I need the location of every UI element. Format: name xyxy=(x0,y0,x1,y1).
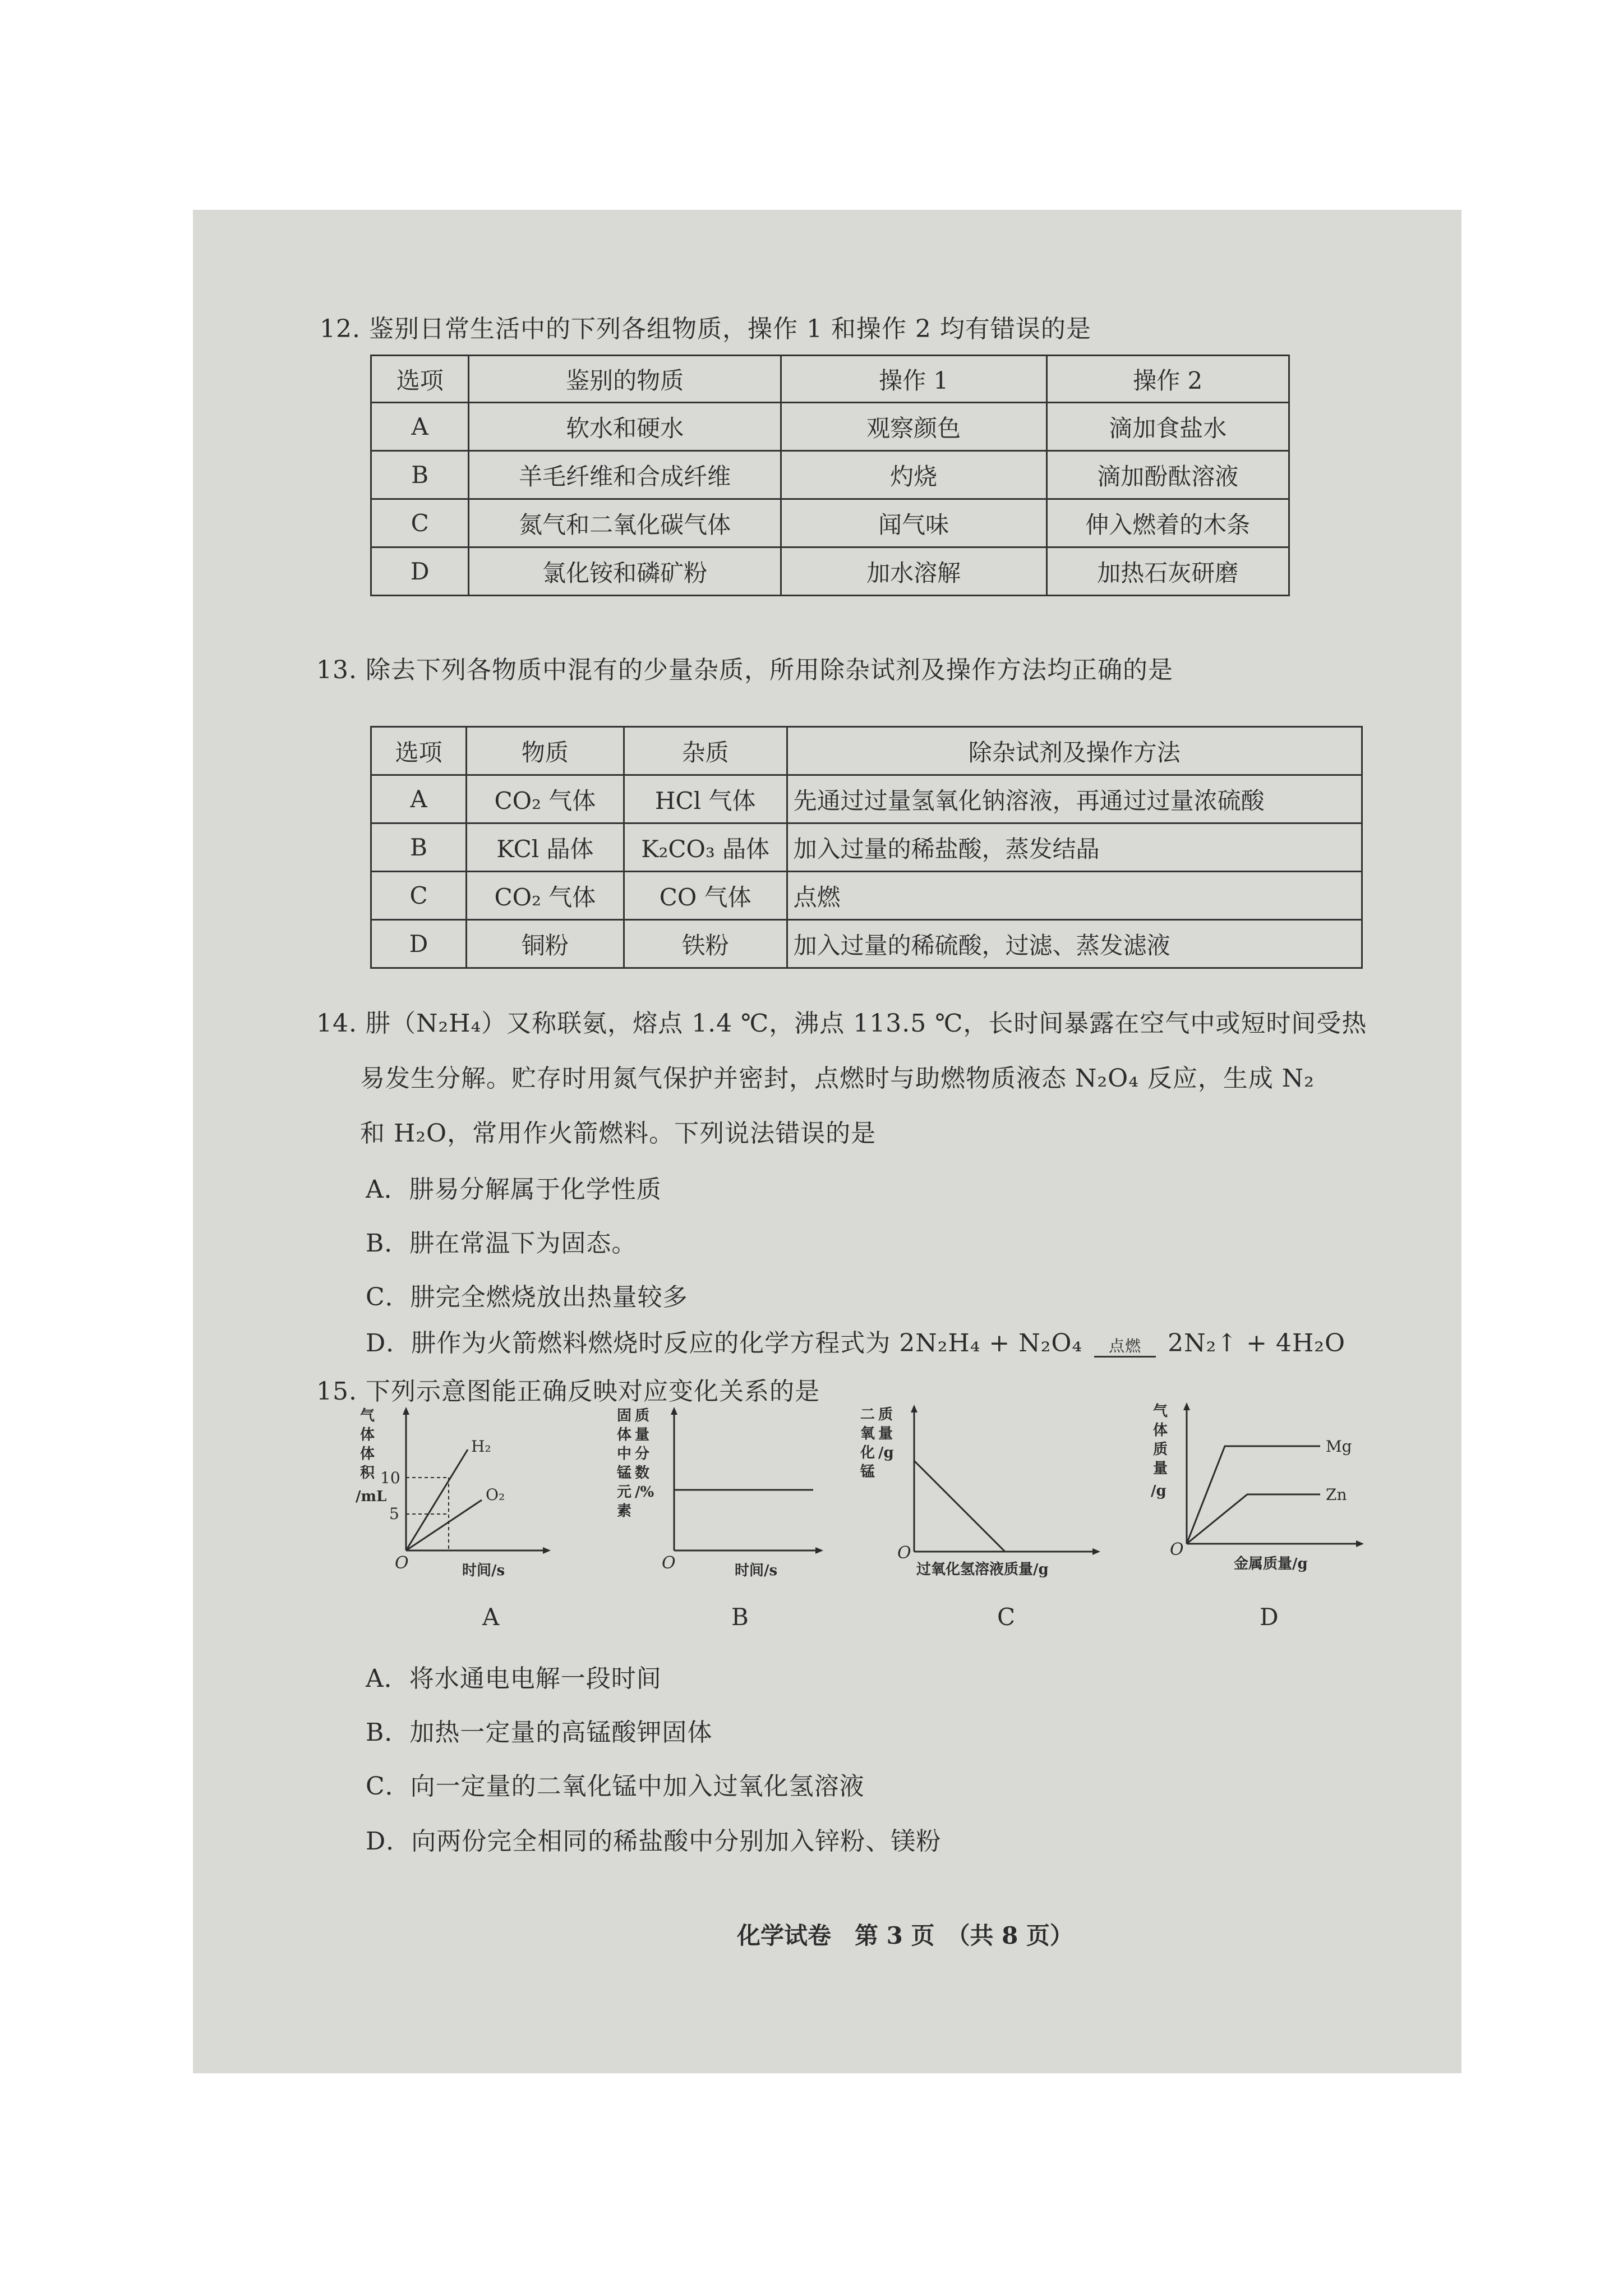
table-cell: 点燃 xyxy=(787,872,1362,920)
table-cell: B xyxy=(371,823,467,872)
table-cell: 软水和硬水 xyxy=(469,403,781,451)
table-cell: 滴加食盐水 xyxy=(1046,403,1289,451)
graph-b-ylabel: 元 xyxy=(617,1484,632,1501)
q14-option-d-text: D．肼作为火箭燃料燃烧时反应的化学方程式为 2N₂H₄ + N₂O₄ xyxy=(366,1329,1083,1358)
graph-c-ylabel: 二 xyxy=(860,1406,875,1423)
table-cell: HCl 气体 xyxy=(624,775,787,823)
graph-b-ylabel: 分 xyxy=(635,1446,650,1462)
graph-b-ylabel: 素 xyxy=(617,1503,632,1520)
table-cell: 铜粉 xyxy=(467,920,624,968)
q13-table xyxy=(370,726,1363,969)
origin-label: O xyxy=(1170,1540,1184,1559)
graph-d-ylabel: 体 xyxy=(1153,1422,1168,1439)
graph-c-ylabel: 量 xyxy=(878,1425,893,1442)
x-arrow xyxy=(543,1547,551,1554)
x-axis-label: 过氧化氢溶液质量/g xyxy=(916,1561,1049,1578)
graph-a-ylabel: /mL xyxy=(356,1488,387,1505)
origin-label: O xyxy=(395,1553,409,1573)
graph-c-ylabel: /g xyxy=(878,1444,894,1461)
x-axis-label: 时间/s xyxy=(735,1562,778,1579)
graph-a-ylabel: 积 xyxy=(360,1465,375,1481)
q14-option-d xyxy=(366,1323,1345,1359)
table-cell: CO 气体 xyxy=(624,872,787,920)
exam-page xyxy=(193,210,1461,2073)
origin-label: O xyxy=(897,1543,911,1563)
table-cell: 滴加酚酞溶液 xyxy=(1046,451,1289,499)
graph-a-letter: A xyxy=(482,1603,500,1631)
table-header-cell: 操作 1 xyxy=(781,356,1046,403)
table-header-cell: 选项 xyxy=(371,727,467,775)
graph-d-ylabel: /g xyxy=(1151,1483,1166,1499)
table-row xyxy=(371,775,1362,823)
tick-label: 10 xyxy=(380,1469,400,1487)
graph-d-ylabel: 气 xyxy=(1153,1403,1168,1420)
graph-c-ylabel: 化 xyxy=(860,1444,875,1461)
q15-option-d: D．向两份完全相同的稀盐酸中分别加入锌粉、镁粉 xyxy=(366,1827,942,1856)
graph-b xyxy=(617,1405,830,1595)
table-cell: 伸入燃着的木条 xyxy=(1046,499,1289,547)
table-header-cell: 操作 2 xyxy=(1046,356,1289,403)
graph-b-ylabel: 质 xyxy=(635,1407,650,1424)
graph-c-ylabel: 质 xyxy=(878,1406,893,1423)
o2-line xyxy=(406,1500,482,1550)
table-row xyxy=(371,920,1362,968)
graph-b-ylabel: /% xyxy=(635,1484,654,1501)
table-cell: 观察颜色 xyxy=(781,403,1046,451)
table-cell: A xyxy=(371,775,467,823)
table-cell: D xyxy=(371,920,467,968)
x-arrow xyxy=(815,1547,823,1554)
table-cell: 氯化铵和磷矿粉 xyxy=(469,547,781,596)
table-header-cell: 鉴别的物质 xyxy=(469,356,781,403)
equals-bar xyxy=(1094,1356,1156,1358)
series-label: O₂ xyxy=(486,1485,505,1504)
series-label: H₂ xyxy=(471,1437,491,1456)
table-row xyxy=(371,403,1289,451)
zn-line xyxy=(1187,1494,1320,1544)
table-cell: 加热石灰研磨 xyxy=(1046,547,1289,596)
q14-option-b: B．肼在常温下为固态。 xyxy=(366,1229,637,1258)
reaction-arrow xyxy=(1094,1338,1156,1358)
table-cell: C xyxy=(371,872,467,920)
graph-a xyxy=(356,1405,557,1595)
table-cell: 加入过量的稀盐酸，蒸发结晶 xyxy=(787,823,1362,872)
y-arrow xyxy=(403,1407,409,1415)
data-line xyxy=(914,1461,1005,1552)
x-arrow xyxy=(1356,1540,1364,1547)
series-label: Zn xyxy=(1326,1485,1347,1504)
table-cell: KCl 晶体 xyxy=(467,823,624,872)
table-header-cell: 物质 xyxy=(467,727,624,775)
graph-b-letter: B xyxy=(731,1603,749,1631)
graph-b-ylabel: 量 xyxy=(635,1427,650,1443)
graph-c-letter: C xyxy=(997,1603,1016,1631)
table-cell: 闻气味 xyxy=(781,499,1046,547)
graph-b-ylabel: 数 xyxy=(635,1465,650,1481)
graph-d xyxy=(1135,1396,1382,1592)
q15-title: 15. 下列示意图能正确反映对应变化关系的是 xyxy=(316,1377,820,1406)
graph-a-ylabel: 体 xyxy=(360,1427,375,1443)
table-cell: 加水溶解 xyxy=(781,547,1046,596)
table-cell: 铁粉 xyxy=(624,920,787,968)
table-header-cell: 选项 xyxy=(371,356,469,403)
graph-c-ylabel: 锰 xyxy=(860,1464,875,1480)
table-header-row xyxy=(371,727,1362,775)
graph-c xyxy=(860,1399,1107,1595)
table-header-cell: 杂质 xyxy=(624,727,787,775)
q14-line3: 和 H₂O，常用作火箭燃料。下列说法错误的是 xyxy=(360,1119,877,1148)
q13-title: 13. 除去下列各物质中混有的少量杂质，所用除杂试剂及操作方法均正确的是 xyxy=(316,656,1173,684)
x-axis-label: 金属质量/g xyxy=(1234,1556,1308,1572)
table-cell: 先通过过量氢氧化钠溶液，再通过过量浓硫酸 xyxy=(787,775,1362,823)
table-cell: 加入过量的稀硫酸，过滤、蒸发滤液 xyxy=(787,920,1362,968)
table-cell: K₂CO₃ 晶体 xyxy=(624,823,787,872)
q12-title: 12. 鉴别日常生活中的下列各组物质，操作 1 和操作 2 均有错误的是 xyxy=(320,315,1091,343)
table-cell: D xyxy=(371,547,469,596)
graph-a-ylabel: 体 xyxy=(360,1446,375,1462)
q14-option-a: A．肼易分解属于化学性质 xyxy=(366,1175,662,1204)
graph-d-ylabel: 质 xyxy=(1153,1441,1168,1458)
origin-label: O xyxy=(662,1553,676,1573)
y-arrow xyxy=(911,1405,917,1412)
graph-b-ylabel: 体 xyxy=(617,1427,632,1443)
table-cell: CO₂ 气体 xyxy=(467,775,624,823)
y-arrow xyxy=(671,1407,677,1415)
table-cell: CO₂ 气体 xyxy=(467,872,624,920)
table-header-cell: 除杂试剂及操作方法 xyxy=(787,727,1362,775)
table-row xyxy=(371,823,1362,872)
series-label: Mg xyxy=(1326,1437,1352,1456)
q15-option-c: C．向一定量的二氧化锰中加入过氧化氢溶液 xyxy=(366,1772,865,1801)
graph-c-ylabel: 氧 xyxy=(860,1425,875,1442)
q14-option-d-products: 2N₂↑ + 4H₂O xyxy=(1168,1329,1346,1358)
graph-b-ylabel: 锰 xyxy=(617,1465,632,1481)
q15-option-b: B．加热一定量的高锰酸钾固体 xyxy=(366,1718,713,1747)
table-cell: 羊毛纤维和合成纤维 xyxy=(469,451,781,499)
y-arrow xyxy=(1183,1402,1190,1410)
q14-line2: 易发生分解。贮存时用氮气保护并密封，点燃时与助燃物质液态 N₂O₄ 反应，生成 N₂ xyxy=(360,1064,1315,1093)
q14-option-c: C．肼完全燃烧放出热量较多 xyxy=(366,1283,688,1312)
page-footer: 化学试卷 第 3 页 （共 8 页） xyxy=(737,1922,1073,1949)
q12-table xyxy=(370,355,1290,596)
reaction-condition: 点燃 xyxy=(1109,1337,1142,1355)
h2-line xyxy=(406,1450,468,1550)
table-cell: B xyxy=(371,451,469,499)
table-cell: 氮气和二氧化碳气体 xyxy=(469,499,781,547)
table-row xyxy=(371,547,1289,596)
table-cell: 灼烧 xyxy=(781,451,1046,499)
table-row xyxy=(371,872,1362,920)
q15-option-a: A．将水通电电解一段时间 xyxy=(366,1664,662,1693)
graph-a-ylabel: 气 xyxy=(360,1407,375,1424)
graph-d-letter: D xyxy=(1260,1603,1279,1631)
x-axis-label: 时间/s xyxy=(462,1562,505,1579)
tick-label: 5 xyxy=(389,1504,399,1523)
q14-line1: 14. 肼（N₂H₄）又称联氨，熔点 1.4 ℃，沸点 113.5 ℃，长时间暴露在空气中或短时间受热 xyxy=(316,1009,1367,1038)
table-cell: C xyxy=(371,499,469,547)
table-cell: A xyxy=(371,403,469,451)
table-row xyxy=(371,451,1289,499)
graph-b-ylabel: 固 xyxy=(617,1407,632,1424)
graph-b-ylabel: 中 xyxy=(617,1446,632,1462)
table-header-row xyxy=(371,356,1289,403)
x-arrow xyxy=(1092,1548,1100,1555)
graph-d-ylabel: 量 xyxy=(1153,1460,1168,1477)
table-row xyxy=(371,499,1289,547)
